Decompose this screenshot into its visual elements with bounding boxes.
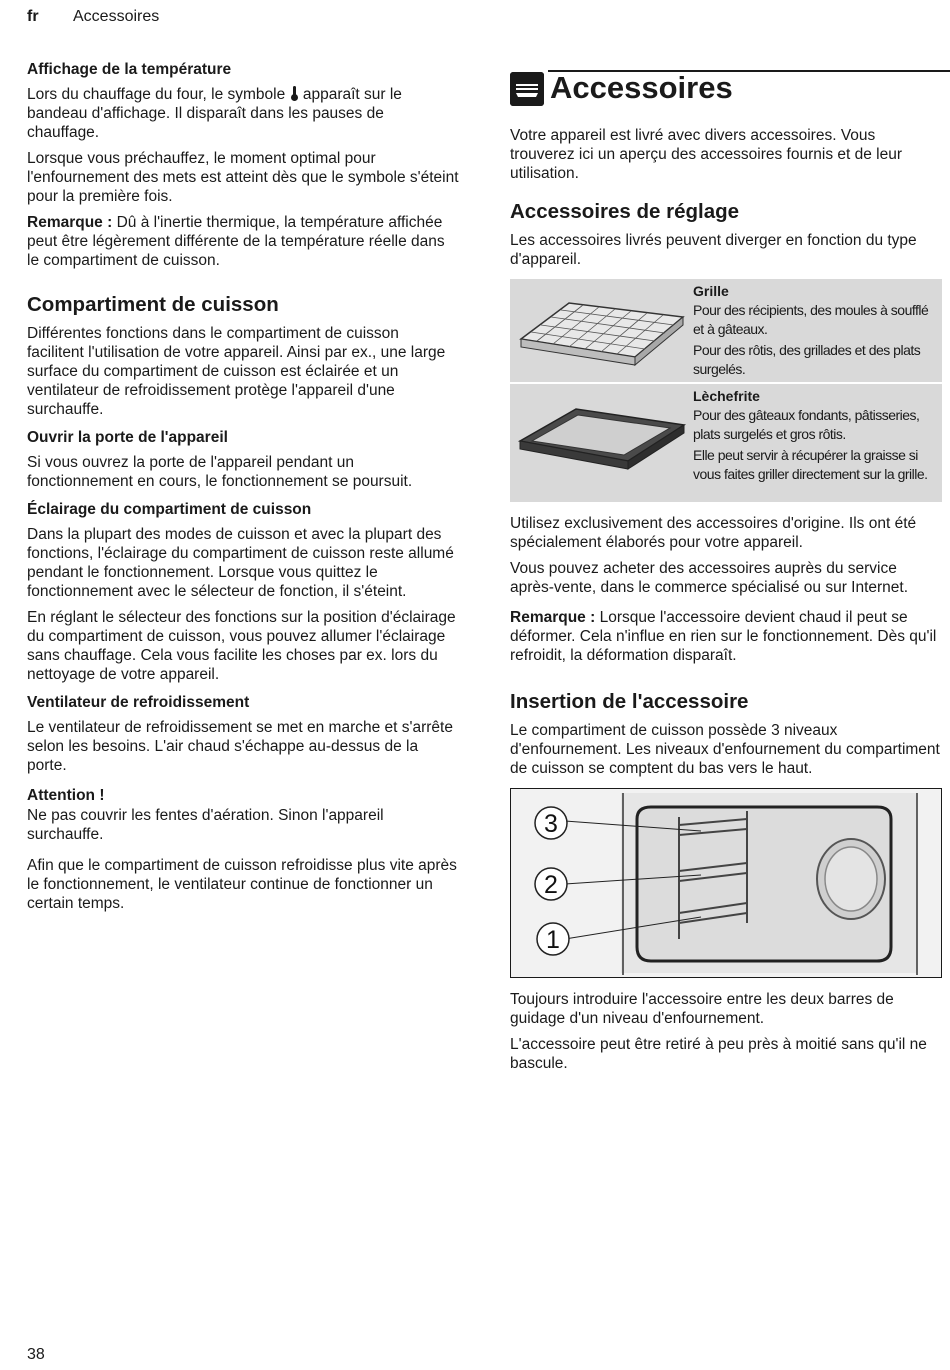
paragraph-insertion-1: Le compartiment de cuisson possède 3 niveaux d'enfournement. Les niveaux d'enfournement du compartiment de cuisson se comptent du bas vers le haut. (510, 722, 940, 777)
paragraph-reglage: Les accessoires livrés peuvent diverger en fonction du type d'appareil. (510, 232, 917, 268)
heading-porte: Ouvrir la porte de l'appareil (27, 429, 228, 446)
thermometer-icon (291, 86, 298, 101)
language-code: fr (27, 8, 39, 25)
paragraph-eclairage-2: En réglant le sélecteur des fonctions sur la position d'éclairage du compartiment de cuisson, vous pouvez allumer l'éclairage sans chauffage. Cela vous facilite les choses par ex. lors du nettoyage de votre appareil. (27, 609, 456, 683)
oven-levels-illustration (510, 788, 942, 978)
remark-accessoire: Remarque : Lorsque l'accessoire devient chaud il peut se déformer. Cela n'influe en rien sur le fonctionnement. Dès qu'il refroidit, la déformation disparaît. (510, 609, 937, 664)
heading-compartiment: Compartiment de cuisson (27, 293, 279, 316)
paragraph-ventilateur-1: Le ventilateur de refroidissement se met en marche et s'arrête selon les besoins. L'air chaud s'échappe au-dessus de la porte. (27, 719, 453, 774)
level-3-label: 3 (544, 810, 558, 838)
accessories-chapter-icon (510, 72, 544, 106)
heading-ventilateur: Ventilateur de refroidissement (27, 694, 250, 711)
level-2-label: 2 (544, 871, 558, 899)
paragraph-compartiment: Différentes fonctions dans le compartiment de cuisson facilitent l'utilisation de votre appareil. Ainsi par ex., une large surface du compartiment de cuisson est éclairée et un ventilateur de refroidissement protège l'appareil d'une surchauffe. (27, 325, 446, 418)
paragraph-insertion-3: L'accessoire peut être retiré à peu près à moitié sans qu'il ne bascule. (510, 1036, 927, 1072)
paragraph-acheter: Vous pouvez acheter des accessoires auprès du service après-vente, dans le commerce spécialisé ou sur Internet. (510, 560, 909, 596)
heading-insertion: Insertion de l'accessoire (510, 690, 749, 713)
accessory-row-grille (510, 279, 942, 382)
accessory-description: Pour des rôtis, des grillades et des plats surgelés. (693, 342, 921, 377)
accessory-text-lechefrite (693, 384, 942, 502)
baking-tray-illustration (510, 384, 693, 502)
wire-rack-illustration (510, 279, 693, 382)
running-section-title: Accessoires (73, 8, 160, 25)
chapter-title: Accessoires (550, 70, 733, 105)
accessory-description: Pour des récipients, des moules à soufflé et à gâteaux. (693, 302, 929, 337)
accessory-name: Lèchefrite (693, 388, 760, 404)
paragraph-affichage-1: Lors du chauffage du four, le symbole apparaît sur le bandeau d'affichage. Il disparaît dans les pauses de chauffage. (27, 86, 402, 141)
level-1-label: 1 (546, 926, 560, 954)
accessory-row-lechefrite (510, 382, 942, 502)
chapter-heading (510, 66, 942, 110)
paragraph-affichage-2: Lorsque vous préchauffez, le moment optimal pour l'enfournement des mets est atteint dès que le symbole s'éteint pour la première fois. (27, 150, 459, 205)
heading-eclairage: Éclairage du compartiment de cuisson (27, 501, 312, 518)
paragraph-intro: Votre appareil est livré avec divers accessoires. Vous trouverez ici un aperçu des accessoires fournis et de leur utilisation. (510, 127, 903, 182)
page-number: 38 (27, 1346, 45, 1363)
accessory-description: Elle peut servir à récupérer la graisse si vous faites griller directement sur la grille. (693, 447, 928, 482)
paragraph-origine: Utilisez exclusivement des accessoires d'origine. Ils ont été spécialement élaborés pour votre appareil. (510, 515, 917, 551)
attention-text: Ne pas couvrir les fentes d'aération. Sinon l'appareil surchauffe. (27, 807, 384, 843)
accessory-text-grille (693, 279, 942, 382)
paragraph-eclairage-1: Dans la plupart des modes de cuisson et avec la plupart des fonctions, l'éclairage du compartiment de cuisson reste allumé pendant le fonctionnement. Lorsque vous quittez le fonctionnement avec le sélecteur de fonction, il s'éteint. (27, 526, 454, 600)
heading-attention: Attention ! (27, 787, 105, 804)
accessories-table (510, 279, 942, 502)
paragraph-porte: Si vous ouvrez la porte de l'appareil pendant un fonctionnement en cours, le fonctionnement se poursuit. (27, 454, 413, 490)
remark-affichage: Remarque : Dû à l'inertie thermique, la température affichée peut être légèrement différente de la température réelle dans le compartiment de cuisson. (27, 214, 445, 269)
right-column (510, 60, 942, 1080)
accessory-name: Grille (693, 283, 729, 299)
heading-reglage: Accessoires de réglage (510, 200, 740, 223)
left-column (27, 60, 459, 920)
heading-affichage: Affichage de la température (27, 61, 232, 78)
page-header (27, 8, 160, 26)
accessory-description: Pour des gâteaux fondants, pâtisseries, plats surgelés et gros rôtis. (693, 407, 920, 442)
paragraph-ventilateur-2: Afin que le compartiment de cuisson refroidisse plus vite après le fonctionnement, le ventilateur continue de fonctionner un certain temps. (27, 857, 457, 912)
paragraph-insertion-2: Toujours introduire l'accessoire entre les deux barres de guidage d'un niveau d'enfournement. (510, 991, 894, 1027)
